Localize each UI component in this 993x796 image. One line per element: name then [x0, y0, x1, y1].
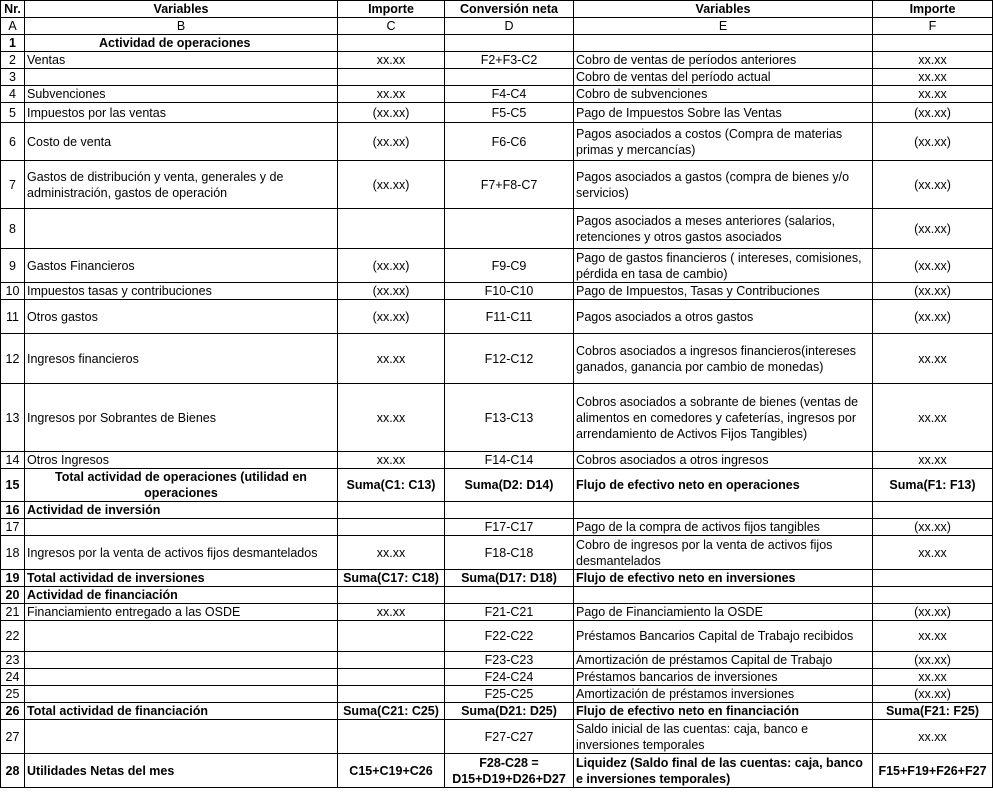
variable-e-cell: Pagos asociados a costos (Compra de materias primas y mercancías): [574, 123, 873, 161]
variable-e-cell: [574, 587, 873, 604]
conversion-d-cell: [445, 69, 574, 86]
variable-e-cell: [574, 502, 873, 519]
row-number: 5: [1, 103, 25, 123]
importe-f-cell: xx.xx: [873, 720, 993, 754]
row-number: 16: [1, 502, 25, 519]
importe-c-cell: (xx.xx): [338, 283, 445, 300]
row-number: 9: [1, 249, 25, 283]
variable-e-cell: Pago de la compra de activos fijos tangibles: [574, 519, 873, 536]
variable-e-cell: Pagos asociados a otros gastos: [574, 300, 873, 334]
conversion-d-cell: F10-C10: [445, 283, 574, 300]
row-number: 26: [1, 703, 25, 720]
importe-f-cell: xx.xx: [873, 86, 993, 103]
importe-c-cell: [338, 502, 445, 519]
variable-b-cell: Costo de venta: [25, 123, 338, 161]
importe-f-cell: (xx.xx): [873, 604, 993, 621]
variable-b-cell: Subvenciones: [25, 86, 338, 103]
importe-c-cell: (xx.xx): [338, 161, 445, 209]
variable-b-cell: Impuestos tasas y contribuciones: [25, 283, 338, 300]
row-number: 15: [1, 469, 25, 502]
row-number: 21: [1, 604, 25, 621]
conversion-d-cell: F23-C23: [445, 652, 574, 669]
importe-c-cell: Suma(C1: C13): [338, 469, 445, 502]
conversion-d-cell: F9-C9: [445, 249, 574, 283]
table-row: [1, 652, 993, 669]
conversion-d-cell: [445, 587, 574, 604]
variable-b-cell: [25, 209, 338, 249]
importe-c-cell: xx.xx: [338, 452, 445, 469]
conversion-d-cell: F13-C13: [445, 384, 574, 452]
table-row: [1, 469, 993, 502]
table-row: [1, 300, 993, 334]
variable-e-cell: Flujo de efectivo neto en financiación: [574, 703, 873, 720]
variable-e-cell: Pago de Impuestos Sobre las Ventas: [574, 103, 873, 123]
conversion-d-cell: [445, 35, 574, 52]
conversion-d-cell: F7+F8-C7: [445, 161, 574, 209]
conversion-d-cell: F28-C28 = D15+D19+D26+D27: [445, 754, 574, 788]
variable-b-cell: [25, 686, 338, 703]
variable-e-cell: Cobros asociados a sobrante de bienes (ventas de alimentos en comedores y cafeterías, ingresos por arrendamiento de Activos Fijos Tangibles): [574, 384, 873, 452]
conversion-d-cell: F2+F3-C2: [445, 52, 574, 69]
importe-c-cell: xx.xx: [338, 536, 445, 570]
table-row: [1, 452, 993, 469]
variable-b-cell: [25, 519, 338, 536]
row-number: 27: [1, 720, 25, 754]
table-row: [1, 703, 993, 720]
variable-e-cell: Préstamos Bancarios Capital de Trabajo recibidos: [574, 621, 873, 652]
variable-b-cell: Actividad de operaciones: [25, 35, 338, 52]
importe-c-cell: (xx.xx): [338, 300, 445, 334]
importe-c-cell: [338, 209, 445, 249]
importe-c-cell: (xx.xx): [338, 249, 445, 283]
variable-b-cell: Total actividad de inversiones: [25, 570, 338, 587]
variable-e-cell: Cobro de ventas del período actual: [574, 69, 873, 86]
row-number: 12: [1, 334, 25, 384]
conversion-d-cell: Suma(D17: D18): [445, 570, 574, 587]
importe-f-cell: (xx.xx): [873, 123, 993, 161]
importe-f-cell: (xx.xx): [873, 209, 993, 249]
importe-c-cell: [338, 720, 445, 754]
table-row: [1, 52, 993, 69]
variable-e-cell: Pago de gastos financieros ( intereses, comisiones, pérdida en tasa de cambio): [574, 249, 873, 283]
importe-f-cell: xx.xx: [873, 384, 993, 452]
variable-e-cell: Pagos asociados a gastos (compra de bienes y/o servicios): [574, 161, 873, 209]
row-number: 23: [1, 652, 25, 669]
importe-c-cell: xx.xx: [338, 604, 445, 621]
conversion-d-cell: F4-C4: [445, 86, 574, 103]
header-conversion-d: Conversión neta: [445, 1, 574, 18]
importe-f-cell: (xx.xx): [873, 103, 993, 123]
conversion-d-cell: F22-C22: [445, 621, 574, 652]
importe-f-cell: (xx.xx): [873, 249, 993, 283]
importe-c-cell: Suma(C17: C18): [338, 570, 445, 587]
conversion-d-cell: F25-C25: [445, 686, 574, 703]
table-row: [1, 103, 993, 123]
table-row: [1, 69, 993, 86]
table-row: [1, 123, 993, 161]
importe-c-cell: [338, 519, 445, 536]
importe-c-cell: xx.xx: [338, 334, 445, 384]
variable-e-cell: Préstamos bancarios de inversiones: [574, 669, 873, 686]
table-row: [1, 587, 993, 604]
importe-f-cell: xx.xx: [873, 52, 993, 69]
variable-b-cell: Actividad de inversión: [25, 502, 338, 519]
header-importe-f: Importe: [873, 1, 993, 18]
variable-b-cell: Ingresos por Sobrantes de Bienes: [25, 384, 338, 452]
importe-f-cell: xx.xx: [873, 669, 993, 686]
conversion-d-cell: F14-C14: [445, 452, 574, 469]
letter-f: F: [873, 18, 993, 35]
importe-c-cell: [338, 587, 445, 604]
letter-c: C: [338, 18, 445, 35]
conversion-d-cell: F27-C27: [445, 720, 574, 754]
conversion-d-cell: F6-C6: [445, 123, 574, 161]
header-importe-c: Importe: [338, 1, 445, 18]
letter-a: A: [1, 18, 25, 35]
conversion-d-cell: [445, 209, 574, 249]
importe-c-cell: xx.xx: [338, 384, 445, 452]
row-number: 22: [1, 621, 25, 652]
importe-c-cell: xx.xx: [338, 52, 445, 69]
table-row: [1, 334, 993, 384]
variable-e-cell: Amortización de préstamos Capital de Trabajo: [574, 652, 873, 669]
importe-c-cell: (xx.xx): [338, 123, 445, 161]
importe-f-cell: [873, 570, 993, 587]
variable-e-cell: Cobro de ingresos por la venta de activos fijos desmantelados: [574, 536, 873, 570]
variable-b-cell: Actividad de financiación: [25, 587, 338, 604]
conversion-d-cell: [445, 502, 574, 519]
table-row: [1, 519, 993, 536]
column-letters-row: [1, 18, 993, 35]
conversion-d-cell: F17-C17: [445, 519, 574, 536]
row-number: 4: [1, 86, 25, 103]
variable-e-cell: Pagos asociados a meses anteriores (salarios, retenciones y otros gastos asociados: [574, 209, 873, 249]
variable-e-cell: Cobro de subvenciones: [574, 86, 873, 103]
table-row: [1, 621, 993, 652]
table-row: [1, 209, 993, 249]
importe-c-cell: [338, 35, 445, 52]
variable-b-cell: Utilidades Netas del mes: [25, 754, 338, 788]
importe-f-cell: [873, 502, 993, 519]
variable-e-cell: Cobros asociados a ingresos financieros(intereses ganados, ganancia por cambio de monedas): [574, 334, 873, 384]
importe-f-cell: xx.xx: [873, 621, 993, 652]
importe-c-cell: Suma(C21: C25): [338, 703, 445, 720]
variable-b-cell: [25, 621, 338, 652]
header-nr: Nr.: [1, 1, 25, 18]
table-row: [1, 161, 993, 209]
conversion-d-cell: F11-C11: [445, 300, 574, 334]
header-variables-e: Variables: [574, 1, 873, 18]
variable-e-cell: [574, 35, 873, 52]
table-row: [1, 249, 993, 283]
table-row: [1, 754, 993, 788]
variable-e-cell: Cobros asociados a otros ingresos: [574, 452, 873, 469]
row-number: 8: [1, 209, 25, 249]
variable-b-cell: Total actividad de financiación: [25, 703, 338, 720]
letter-e: E: [574, 18, 873, 35]
variable-e-cell: Amortización de préstamos inversiones: [574, 686, 873, 703]
variable-b-cell: Gastos Financieros: [25, 249, 338, 283]
row-number: 14: [1, 452, 25, 469]
conversion-d-cell: F5-C5: [445, 103, 574, 123]
variable-b-cell: [25, 69, 338, 86]
variable-b-cell: Gastos de distribución y venta, generales y de administración, gastos de operación: [25, 161, 338, 209]
importe-c-cell: [338, 621, 445, 652]
row-number: 17: [1, 519, 25, 536]
conversion-d-cell: F21-C21: [445, 604, 574, 621]
variable-e-cell: Pago de Impuestos, Tasas y Contribuciones: [574, 283, 873, 300]
variable-b-cell: Ingresos por la venta de activos fijos desmantelados: [25, 536, 338, 570]
table-row: [1, 604, 993, 621]
row-number: 7: [1, 161, 25, 209]
conversion-d-cell: F12-C12: [445, 334, 574, 384]
importe-f-cell: (xx.xx): [873, 283, 993, 300]
table-row: [1, 502, 993, 519]
importe-f-cell: (xx.xx): [873, 652, 993, 669]
row-number: 10: [1, 283, 25, 300]
variable-b-cell: Financiamiento entregado a las OSDE: [25, 604, 338, 621]
row-number: 2: [1, 52, 25, 69]
letter-b: B: [25, 18, 338, 35]
row-number: 24: [1, 669, 25, 686]
importe-c-cell: [338, 686, 445, 703]
row-number: 11: [1, 300, 25, 334]
row-number: 28: [1, 754, 25, 788]
table-row: [1, 686, 993, 703]
letter-d: D: [445, 18, 574, 35]
variable-b-cell: [25, 669, 338, 686]
variable-b-cell: Impuestos por las ventas: [25, 103, 338, 123]
importe-f-cell: Suma(F1: F13): [873, 469, 993, 502]
table-row: [1, 570, 993, 587]
importe-c-cell: [338, 652, 445, 669]
table-row: [1, 35, 993, 52]
variable-b-cell: Total actividad de operaciones (utilidad en operaciones: [25, 469, 338, 502]
table-row: [1, 283, 993, 300]
table-row: [1, 536, 993, 570]
importe-f-cell: (xx.xx): [873, 519, 993, 536]
table-row: [1, 86, 993, 103]
variable-e-cell: Saldo inicial de las cuentas: caja, banco e inversiones temporales: [574, 720, 873, 754]
variable-e-cell: Liquidez (Saldo final de las cuentas: caja, banco e inversiones temporales): [574, 754, 873, 788]
importe-f-cell: (xx.xx): [873, 300, 993, 334]
importe-f-cell: Suma(F21: F25): [873, 703, 993, 720]
importe-f-cell: F15+F19+F26+F27: [873, 754, 993, 788]
importe-f-cell: (xx.xx): [873, 686, 993, 703]
row-number: 25: [1, 686, 25, 703]
variable-b-cell: Otros Ingresos: [25, 452, 338, 469]
variable-b-cell: Otros gastos: [25, 300, 338, 334]
row-number: 1: [1, 35, 25, 52]
importe-c-cell: xx.xx: [338, 86, 445, 103]
importe-c-cell: (xx.xx): [338, 103, 445, 123]
table-row: [1, 669, 993, 686]
table-row: [1, 384, 993, 452]
header-row: [1, 1, 993, 18]
variable-e-cell: Pago de Financiamiento la OSDE: [574, 604, 873, 621]
variable-e-cell: Flujo de efectivo neto en operaciones: [574, 469, 873, 502]
variable-b-cell: Ventas: [25, 52, 338, 69]
row-number: 18: [1, 536, 25, 570]
importe-f-cell: (xx.xx): [873, 161, 993, 209]
variable-b-cell: [25, 720, 338, 754]
row-number: 19: [1, 570, 25, 587]
variable-b-cell: Ingresos financieros: [25, 334, 338, 384]
row-number: 3: [1, 69, 25, 86]
row-number: 20: [1, 587, 25, 604]
importe-f-cell: [873, 35, 993, 52]
importe-c-cell: [338, 669, 445, 686]
importe-c-cell: C15+C19+C26: [338, 754, 445, 788]
variable-e-cell: Cobro de ventas de períodos anteriores: [574, 52, 873, 69]
importe-c-cell: [338, 69, 445, 86]
importe-f-cell: xx.xx: [873, 452, 993, 469]
conversion-d-cell: F18-C18: [445, 536, 574, 570]
conversion-d-cell: F24-C24: [445, 669, 574, 686]
importe-f-cell: xx.xx: [873, 536, 993, 570]
variable-b-cell: [25, 652, 338, 669]
importe-f-cell: [873, 587, 993, 604]
conversion-d-cell: Suma(D2: D14): [445, 469, 574, 502]
conversion-d-cell: Suma(D21: D25): [445, 703, 574, 720]
importe-f-cell: xx.xx: [873, 334, 993, 384]
table-row: [1, 720, 993, 754]
header-variables-b: Variables: [25, 1, 338, 18]
importe-f-cell: xx.xx: [873, 69, 993, 86]
variable-e-cell: Flujo de efectivo neto en inversiones: [574, 570, 873, 587]
row-number: 13: [1, 384, 25, 452]
row-number: 6: [1, 123, 25, 161]
